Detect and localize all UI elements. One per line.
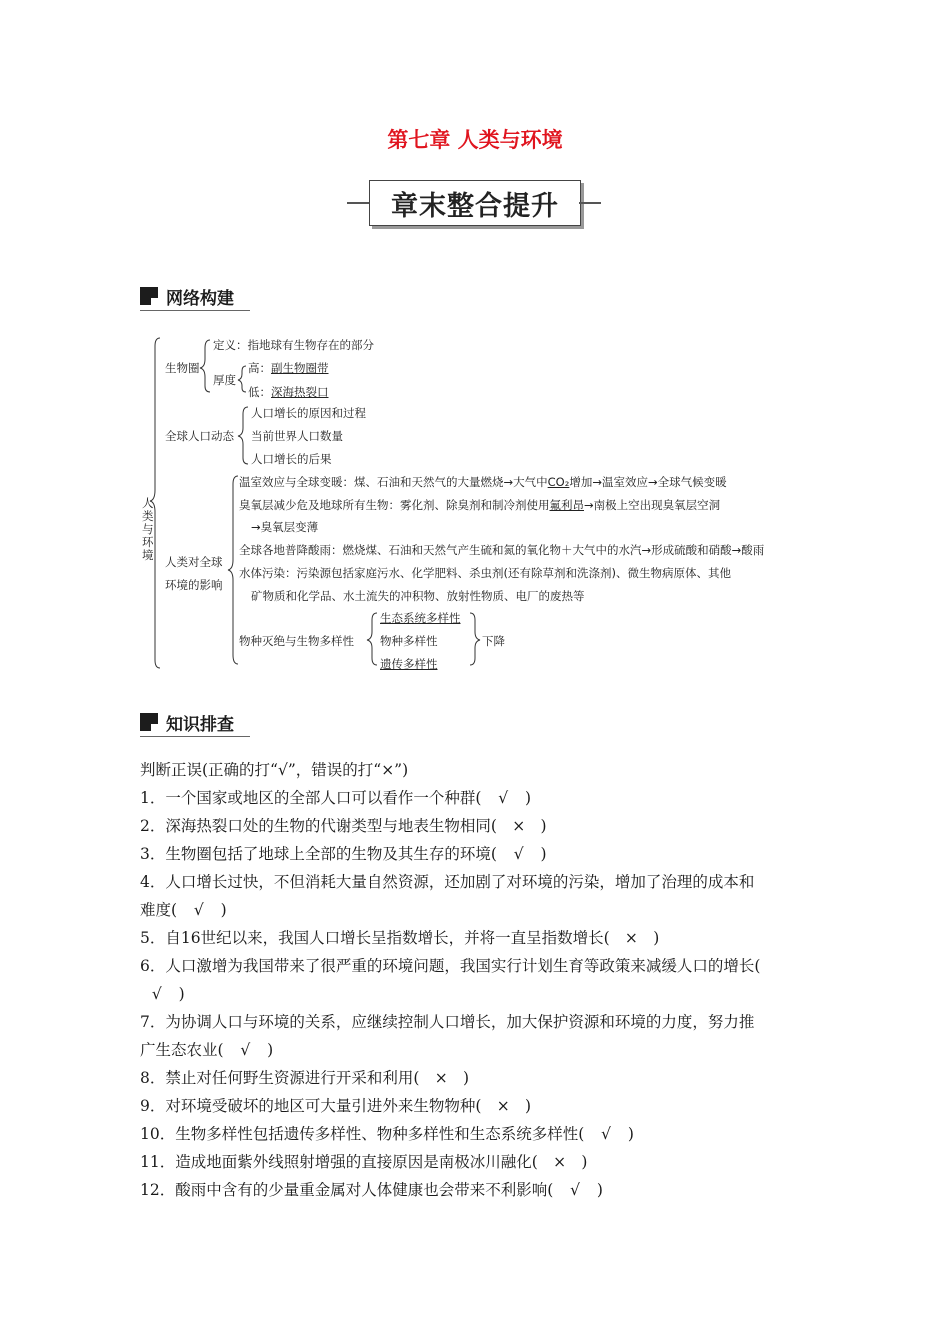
section-square-icon xyxy=(140,713,158,731)
close-paren: ) xyxy=(581,1153,588,1171)
question-item-cont xyxy=(140,1040,273,1060)
close-paren: ) xyxy=(540,817,547,835)
greenhouse-part-b: 增加→温室效应→全球气候变暖 xyxy=(569,475,727,489)
banner-title: 章末整合提升 xyxy=(369,180,581,226)
answer-mark: × xyxy=(553,1153,567,1171)
diversity-item-1 xyxy=(380,611,461,625)
answer-mark: √ xyxy=(193,901,204,919)
impact-ozone xyxy=(239,498,720,512)
section-title: 知识排查 xyxy=(166,714,234,735)
high-value: 副生物圈带 xyxy=(271,361,329,375)
low-value: 深海热裂口 xyxy=(271,385,329,399)
question-text: 6．人口激增为我国带来了很严重的环境问题，我国实行计划生育等政策来减缓人口的增长( xyxy=(140,957,761,975)
question-item xyxy=(140,1152,587,1172)
question-text: 难度( xyxy=(140,901,178,919)
section-header-knowledge xyxy=(140,710,234,734)
impact-label-1: 人类对全球 xyxy=(165,555,223,569)
answer-mark: √ xyxy=(498,789,509,807)
diversity-ecosystem: 生态系统多样性 xyxy=(380,611,461,625)
question-item xyxy=(140,928,659,948)
root-label: 人类与环境 xyxy=(142,496,154,562)
section-title: 网络构建 xyxy=(166,288,234,309)
diversity-item-2: 物种多样性 xyxy=(380,634,438,648)
answer-mark: × xyxy=(434,1069,448,1087)
biosphere-low xyxy=(248,385,329,399)
biosphere-definition: 定义：指地球有生物存在的部分 xyxy=(213,338,374,352)
close-paren: ) xyxy=(540,845,547,863)
impact-ozone-cont: →臭氧层变薄 xyxy=(251,520,319,534)
question-item xyxy=(140,872,754,892)
population-item-3: 人口增长的后果 xyxy=(251,452,332,466)
answer-mark: × xyxy=(512,817,526,835)
impact-greenhouse xyxy=(239,475,727,489)
question-text: 8．禁止对任何野生资源进行开采和利用( xyxy=(140,1069,420,1087)
diversity-genetic: 遗传多样性 xyxy=(380,657,438,671)
close-paren: ) xyxy=(178,985,185,1003)
biosphere-thickness: 厚度 xyxy=(213,373,236,387)
biosphere-high xyxy=(248,361,329,375)
greenhouse-co2: CO₂ xyxy=(547,475,570,489)
biosphere-label: 生物圈 xyxy=(165,361,200,375)
greenhouse-part-a: 温室效应与全球变暖：煤、石油和天然气的大量燃烧→大气中 xyxy=(239,475,548,489)
question-item xyxy=(140,1068,469,1088)
question-text: 5．自16世纪以来，我国人口增长呈指数增长，并将一直呈指数增长( xyxy=(140,929,610,947)
answer-mark: × xyxy=(496,1097,510,1115)
question-text: 4．人口增长过快，不但消耗大量自然资源，还加剧了对环境的污染，增加了治理的成本和 xyxy=(140,873,755,891)
answer-mark: √ xyxy=(151,985,162,1003)
question-text: 广生态农业( xyxy=(140,1041,224,1059)
ozone-freon: 氟利昂 xyxy=(549,498,584,512)
low-prefix: 低： xyxy=(248,385,271,399)
close-paren: ) xyxy=(596,1181,603,1199)
answer-mark: √ xyxy=(570,1181,580,1199)
close-paren: ) xyxy=(267,1041,274,1059)
impact-label-2: 环境的影响 xyxy=(165,578,223,592)
chapter-title: 第七章 人类与环境 xyxy=(387,127,563,152)
question-text: 3．生物圈包括了地球上全部的生物及其生存的环境( xyxy=(140,845,497,863)
diversity-decline: 下降 xyxy=(482,634,505,648)
answer-mark: √ xyxy=(513,845,524,863)
population-item-1: 人口增长的原因和过程 xyxy=(251,406,366,420)
close-paren: ) xyxy=(462,1069,470,1087)
population-item-2: 当前世界人口数量 xyxy=(251,429,343,443)
close-paren: ) xyxy=(627,1125,634,1143)
answer-mark: × xyxy=(624,929,638,947)
knowledge-intro: 判断正误(正确的打“√”，错误的打“×”) xyxy=(140,761,409,779)
question-text: 12．酸雨中含有的少量重金属对人体健康也会带来不利影响( xyxy=(140,1181,554,1199)
question-item-cont xyxy=(140,984,185,1004)
question-item xyxy=(140,788,531,808)
close-paren: ) xyxy=(220,901,227,919)
impact-water-2: 矿物质和化学品、水土流失的冲积物、放射性物质、电厂的废热等 xyxy=(251,589,585,603)
question-item xyxy=(140,1124,634,1144)
question-item xyxy=(140,1180,603,1200)
section-underline xyxy=(140,736,250,737)
high-prefix: 高： xyxy=(248,361,271,375)
question-text: 1．一个国家或地区的全部人口可以看作一个种群( xyxy=(140,789,482,807)
ozone-part-b: →南极上空出现臭氧层空洞 xyxy=(584,498,721,512)
question-item xyxy=(140,1096,531,1116)
impact-water-1: 水体污染：污染源包括家庭污水、化学肥料、杀虫剂(还有除草剂和洗涤剂)、微生物病原体、其他 xyxy=(239,566,731,580)
question-item xyxy=(140,956,760,976)
impact-extinction: 物种灭绝与生物多样性 xyxy=(239,634,354,648)
question-text: 2．深海热裂口处的生物的代谢类型与地表生物相同( xyxy=(140,817,497,835)
question-text: 11．造成地面紫外线照射增强的直接原因是南极冰川融化( xyxy=(140,1153,538,1171)
diversity-item-3 xyxy=(380,657,438,671)
close-paren: ) xyxy=(524,789,532,807)
question-text: 9．对环境受破坏的地区可大量引进外来生物物种( xyxy=(140,1097,482,1115)
population-label: 全球人口动态 xyxy=(165,429,234,443)
close-paren: ) xyxy=(653,929,660,947)
ozone-part-a: 臭氧层减少危及地球所有生物：雾化剂、除臭剂和制冷剂使用 xyxy=(239,498,550,512)
impact-acid-rain: 全球各地普降酸雨：燃烧煤、石油和天然气产生硫和氮的氧化物＋大气中的水汽→形成硫酸和硝酸→酸雨 xyxy=(239,543,765,557)
answer-mark: √ xyxy=(240,1041,251,1059)
question-item xyxy=(140,844,547,864)
answer-mark: √ xyxy=(601,1125,611,1143)
question-text: 7．为协调人口与环境的关系，应继续控制人口增长，加大保护资源和环境的力度，努力推 xyxy=(140,1013,755,1031)
close-paren: ) xyxy=(524,1097,532,1115)
question-item xyxy=(140,1012,754,1032)
question-text: 10．生物多样性包括遗传多样性、物种多样性和生态系统多样性( xyxy=(140,1125,585,1143)
question-item xyxy=(140,816,547,836)
question-item-cont xyxy=(140,900,227,920)
